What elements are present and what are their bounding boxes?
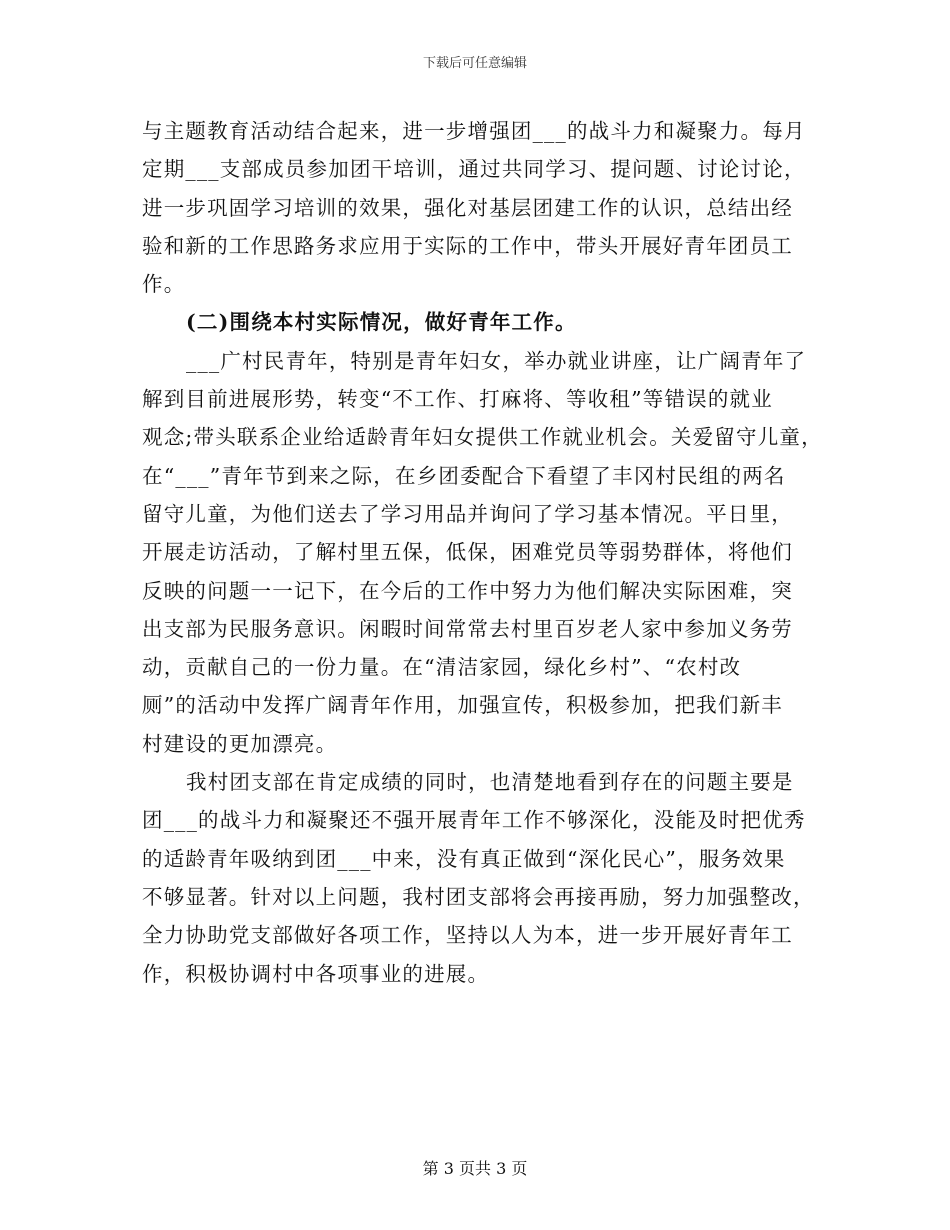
text-line: 反映的问题一一记下，在今后的工作中努力为他们解决实际困难，突 [142, 578, 793, 603]
text-line: 在“___”青年节到来之际，在乡团委配合下看望了丰冈村民组的两名 [142, 463, 786, 488]
page-number: 第 3 页共 3 页 [422, 1159, 528, 1178]
section-heading: (二)围绕本村实际情况，做好青年工作。 [186, 310, 577, 335]
text-line: ___广村民青年，特别是青年妇女，举办就业讲座，让广阔青年了 [186, 348, 807, 373]
text-line: 解到目前进展形势，转变“不工作、打麻将、等收租”等错误的就业 [142, 387, 773, 412]
download-note: 下载后可任意编辑 [422, 56, 527, 71]
text-line: 与主题教育活动结合起来，进一步增强团___的战斗力和凝聚力。每月 [142, 119, 806, 143]
text-line: 的适龄青年吸纳到团___中来，没有真正做到“深化民心”，服务效果 [142, 846, 786, 871]
text-line: 定期___支部成员参加团干培训，通过共同学习、提问题、讨论讨论， [142, 157, 806, 182]
text-line: 作。 [142, 272, 186, 297]
text-line: 全力协助党支部做好各项工作，坚持以人为本，进一步开展好青年工 [142, 923, 793, 948]
text-line: 厕”的活动中发挥广阔青年作用，加强宣传，积极参加，把我们新丰 [142, 693, 783, 718]
text-line: 出支部为民服务意识。闲暇时间常常去村里百岁老人家中参加义务劳 [142, 616, 793, 641]
text-line: 团___的战斗力和凝聚还不强开展青年工作不够深化，没能及时把优秀 [142, 808, 806, 833]
text-line: 不够显著。针对以上问题，我村团支部将会再接再励，努力加强整改， [142, 884, 815, 909]
text-line: 开展走访活动，了解村里五保，低保，困难党员等弱势群体，将他们 [142, 540, 793, 565]
text-line: 作，积极协调村中各项事业的进展。 [142, 961, 490, 986]
text-line: 动，贡献自己的一份力量。在“清洁家园，绿化乡村”、“农村改 [142, 655, 742, 680]
text-line: 留守儿童，为他们送去了学习用品并询问了学习基本情况。平日里， [142, 501, 793, 526]
text-line: 进一步巩固学习培训的效果，强化对基层团建工作的认识，总结出经 [142, 195, 793, 220]
text-line: 观念;带头联系企业给适龄青年妇女提供工作就业机会。关爱留守儿童， [142, 425, 823, 450]
text-line: 验和新的工作思路务求应用于实际的工作中，带头开展好青年团员工 [142, 233, 793, 258]
document-body [142, 112, 822, 993]
text-line: 村建设的更加漂亮。 [142, 731, 338, 756]
text-line: 我村团支部在肯定成绩的同时，也清楚地看到存在的问题主要是 [186, 770, 794, 795]
